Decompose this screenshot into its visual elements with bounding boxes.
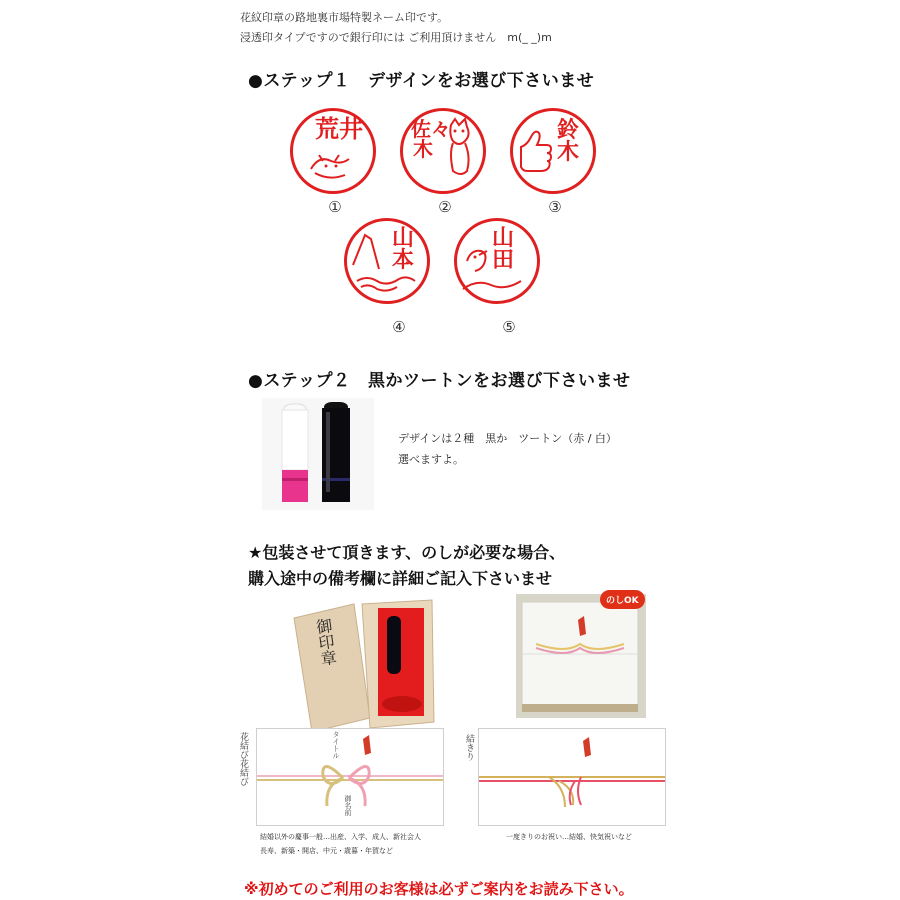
design-option-1[interactable] xyxy=(290,108,376,194)
intro-line-1: 花紋印章の路地裏市場特製ネーム印です。 xyxy=(240,11,449,24)
musubikiri-noshi-card xyxy=(478,728,666,826)
stamp-bodies-illustration xyxy=(262,398,374,510)
step2-description xyxy=(398,428,617,470)
design-number-1: ① xyxy=(328,198,342,216)
box-label: 御印章 xyxy=(312,616,339,668)
noshi-wrapped-box-photo xyxy=(516,594,646,718)
wooden-gift-box-photo xyxy=(284,598,438,732)
stamp-body-options-photo xyxy=(262,398,374,510)
stamp-name-3: 鈴木 xyxy=(556,117,579,165)
hanamusubi-noshi-card xyxy=(256,728,444,826)
hanamusubi-caption-line-1: 結婚以外の慶事一般…出産、入学、成人、新社会人 xyxy=(260,833,421,841)
musubikiri-label: 結きり xyxy=(464,734,474,761)
stamp-name-1: 荒井 xyxy=(315,114,363,143)
hanamusubi-caption xyxy=(260,830,421,858)
step2-title: ●ステップ２ 黒かツートンをお選び下さいませ xyxy=(248,371,631,391)
hanamusubi-caption-line-2: 長寿、新築・開店、中元・歳暮・年賀など xyxy=(260,847,393,855)
first-time-notice: ※初めてのご利用のお客様は必ずご案内をお読み下さい。 xyxy=(244,880,634,898)
design-number-4: ④ xyxy=(392,318,406,336)
design-option-4[interactable] xyxy=(344,218,430,304)
hanamusubi-title: タイトル xyxy=(332,731,340,759)
hanamusubi-name: 御名前 xyxy=(344,795,352,816)
design-number-3: ③ xyxy=(548,198,562,216)
design-option-2[interactable] xyxy=(400,108,486,194)
step2-desc-line-2: 選べますよ。 xyxy=(398,453,464,466)
noshi-box-illustration xyxy=(516,594,646,718)
musubikiri-ribbon-illustration xyxy=(479,729,665,825)
design-option-3[interactable] xyxy=(510,108,596,194)
packaging-line-2: 購入途中の備考欄に詳細ご記入下さいませ xyxy=(248,569,553,588)
packaging-line-1: ★包装させて頂きます、のしが必要な場合、 xyxy=(248,543,566,562)
thumbs-up-icon xyxy=(513,111,593,191)
design-number-5: ⑤ xyxy=(502,318,516,336)
stamp-name-5: 山田 xyxy=(491,225,514,273)
packaging-notice xyxy=(248,540,565,592)
design-option-5[interactable] xyxy=(454,218,540,304)
step2-desc-line-1: デザインは２種 黒か ツートン（赤 / 白） xyxy=(398,432,617,445)
stamp-name-2: 佐々木 xyxy=(411,117,451,161)
hanamusubi-label: 花結び花結び xyxy=(238,732,248,786)
noshi-ok-badge: のしOK xyxy=(600,590,645,609)
design-number-2: ② xyxy=(438,198,452,216)
wooden-box-illustration xyxy=(284,598,438,732)
stamp-name-4: 山本 xyxy=(391,225,414,273)
step1-title: ●ステップ１ デザインをお選び下さいませ xyxy=(248,71,595,91)
intro-text xyxy=(240,8,552,48)
musubikiri-caption: 一度きりのお祝い…結婚、快気祝いなど xyxy=(506,833,632,841)
intro-line-2: 浸透印タイプですので銀行印には ご利用頂けません m(_ _)m xyxy=(240,31,552,44)
